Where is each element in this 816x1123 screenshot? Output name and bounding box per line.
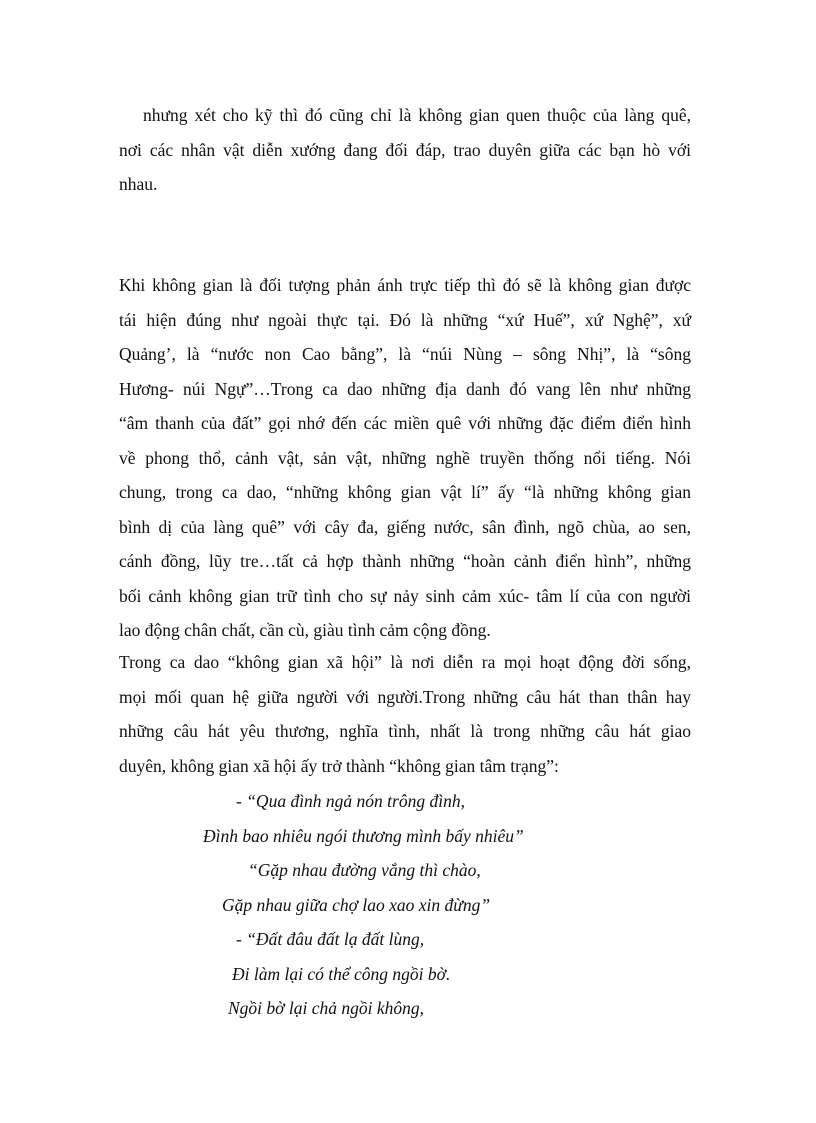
paragraph-social-space [119, 645, 691, 783]
text-line: “âm thanh của đất” gọi nhớ đến các miền quê với những đặc điểm điển hình [119, 413, 691, 433]
text-line: mọi mối quan hệ giữa người với người.Trong những câu hát than thân hay [119, 686, 691, 707]
text-line: nơi các nhân vật diễn xướng đang đối đáp, trao duyên giữa các bạn hò với [119, 139, 691, 160]
poem-line: - “Qua đình ngả nón trông đình, [236, 791, 465, 811]
text-line: bình dị của làng quê” với cây đa, giếng nước, sân đình, ngõ chùa, ao sen, [119, 516, 691, 537]
text-line: nhưng xét cho kỹ thì đó cũng chỉ là không gian quen thuộc của làng quê, [143, 105, 691, 125]
text-line: Hương- núi Ngự”…Trong ca dao những địa danh đó vang lên như những [119, 378, 691, 399]
text-line: những câu hát yêu thương, nghĩa tình, nhất là trong những câu hát giao [119, 721, 691, 741]
text-line: lao động chân chất, cần cù, giàu tình cảm cộng đồng. [119, 620, 491, 640]
poem-line: Ngồi bờ lại chả ngồi không, [228, 998, 424, 1018]
text-line: Khi không gian là đối tượng phản ánh trực tiếp thì đó sẽ là không gian được [119, 275, 691, 295]
text-line: chung, trong ca dao, “những không gian vật lí” ấy “là những không gian [119, 482, 691, 502]
text-line: duyên, không gian xã hội ấy trở thành “không gian tâm trạng”: [119, 755, 559, 776]
paragraph-physical-space [119, 268, 691, 648]
text-line: nhau. [119, 174, 158, 194]
text-line: về phong thổ, cảnh vật, sản vật, những nghề truyền thống nổi tiếng. Nói [119, 447, 691, 468]
poem-line: Gặp nhau giữa chợ lao xao xin đừng” [222, 894, 491, 915]
text-line: Quảng’, là “nước non Cao bằng”, là “núi Nùng – sông Nhị”, là “sông [119, 344, 691, 364]
poem-line: - “Đất đâu đất lạ đất lùng, [236, 929, 425, 949]
poem-line: Đi làm lại có thể công ngồi bờ. [232, 963, 451, 984]
poem-line: “Gặp nhau đường vắng thì chào, [248, 860, 481, 880]
poem-line: Đình bao nhiêu ngói thương mình bấy nhiêu” [203, 825, 524, 846]
text-line: bối cảnh không gian trữ tình cho sự nảy sinh cảm xúc- tâm lí của con người [119, 585, 691, 606]
text-line: Trong ca dao “không gian xã hội” là nơi diễn ra mọi hoạt động đời sống, [119, 652, 691, 672]
paragraph-continuation [119, 98, 691, 202]
text-line: cánh đồng, lũy tre…tất cả hợp thành những “hoàn cảnh điển hình”, những [119, 551, 691, 571]
text-line: tái hiện đúng như ngoài thực tại. Đó là những “xứ Huế”, xứ Nghệ”, xứ [119, 309, 691, 330]
